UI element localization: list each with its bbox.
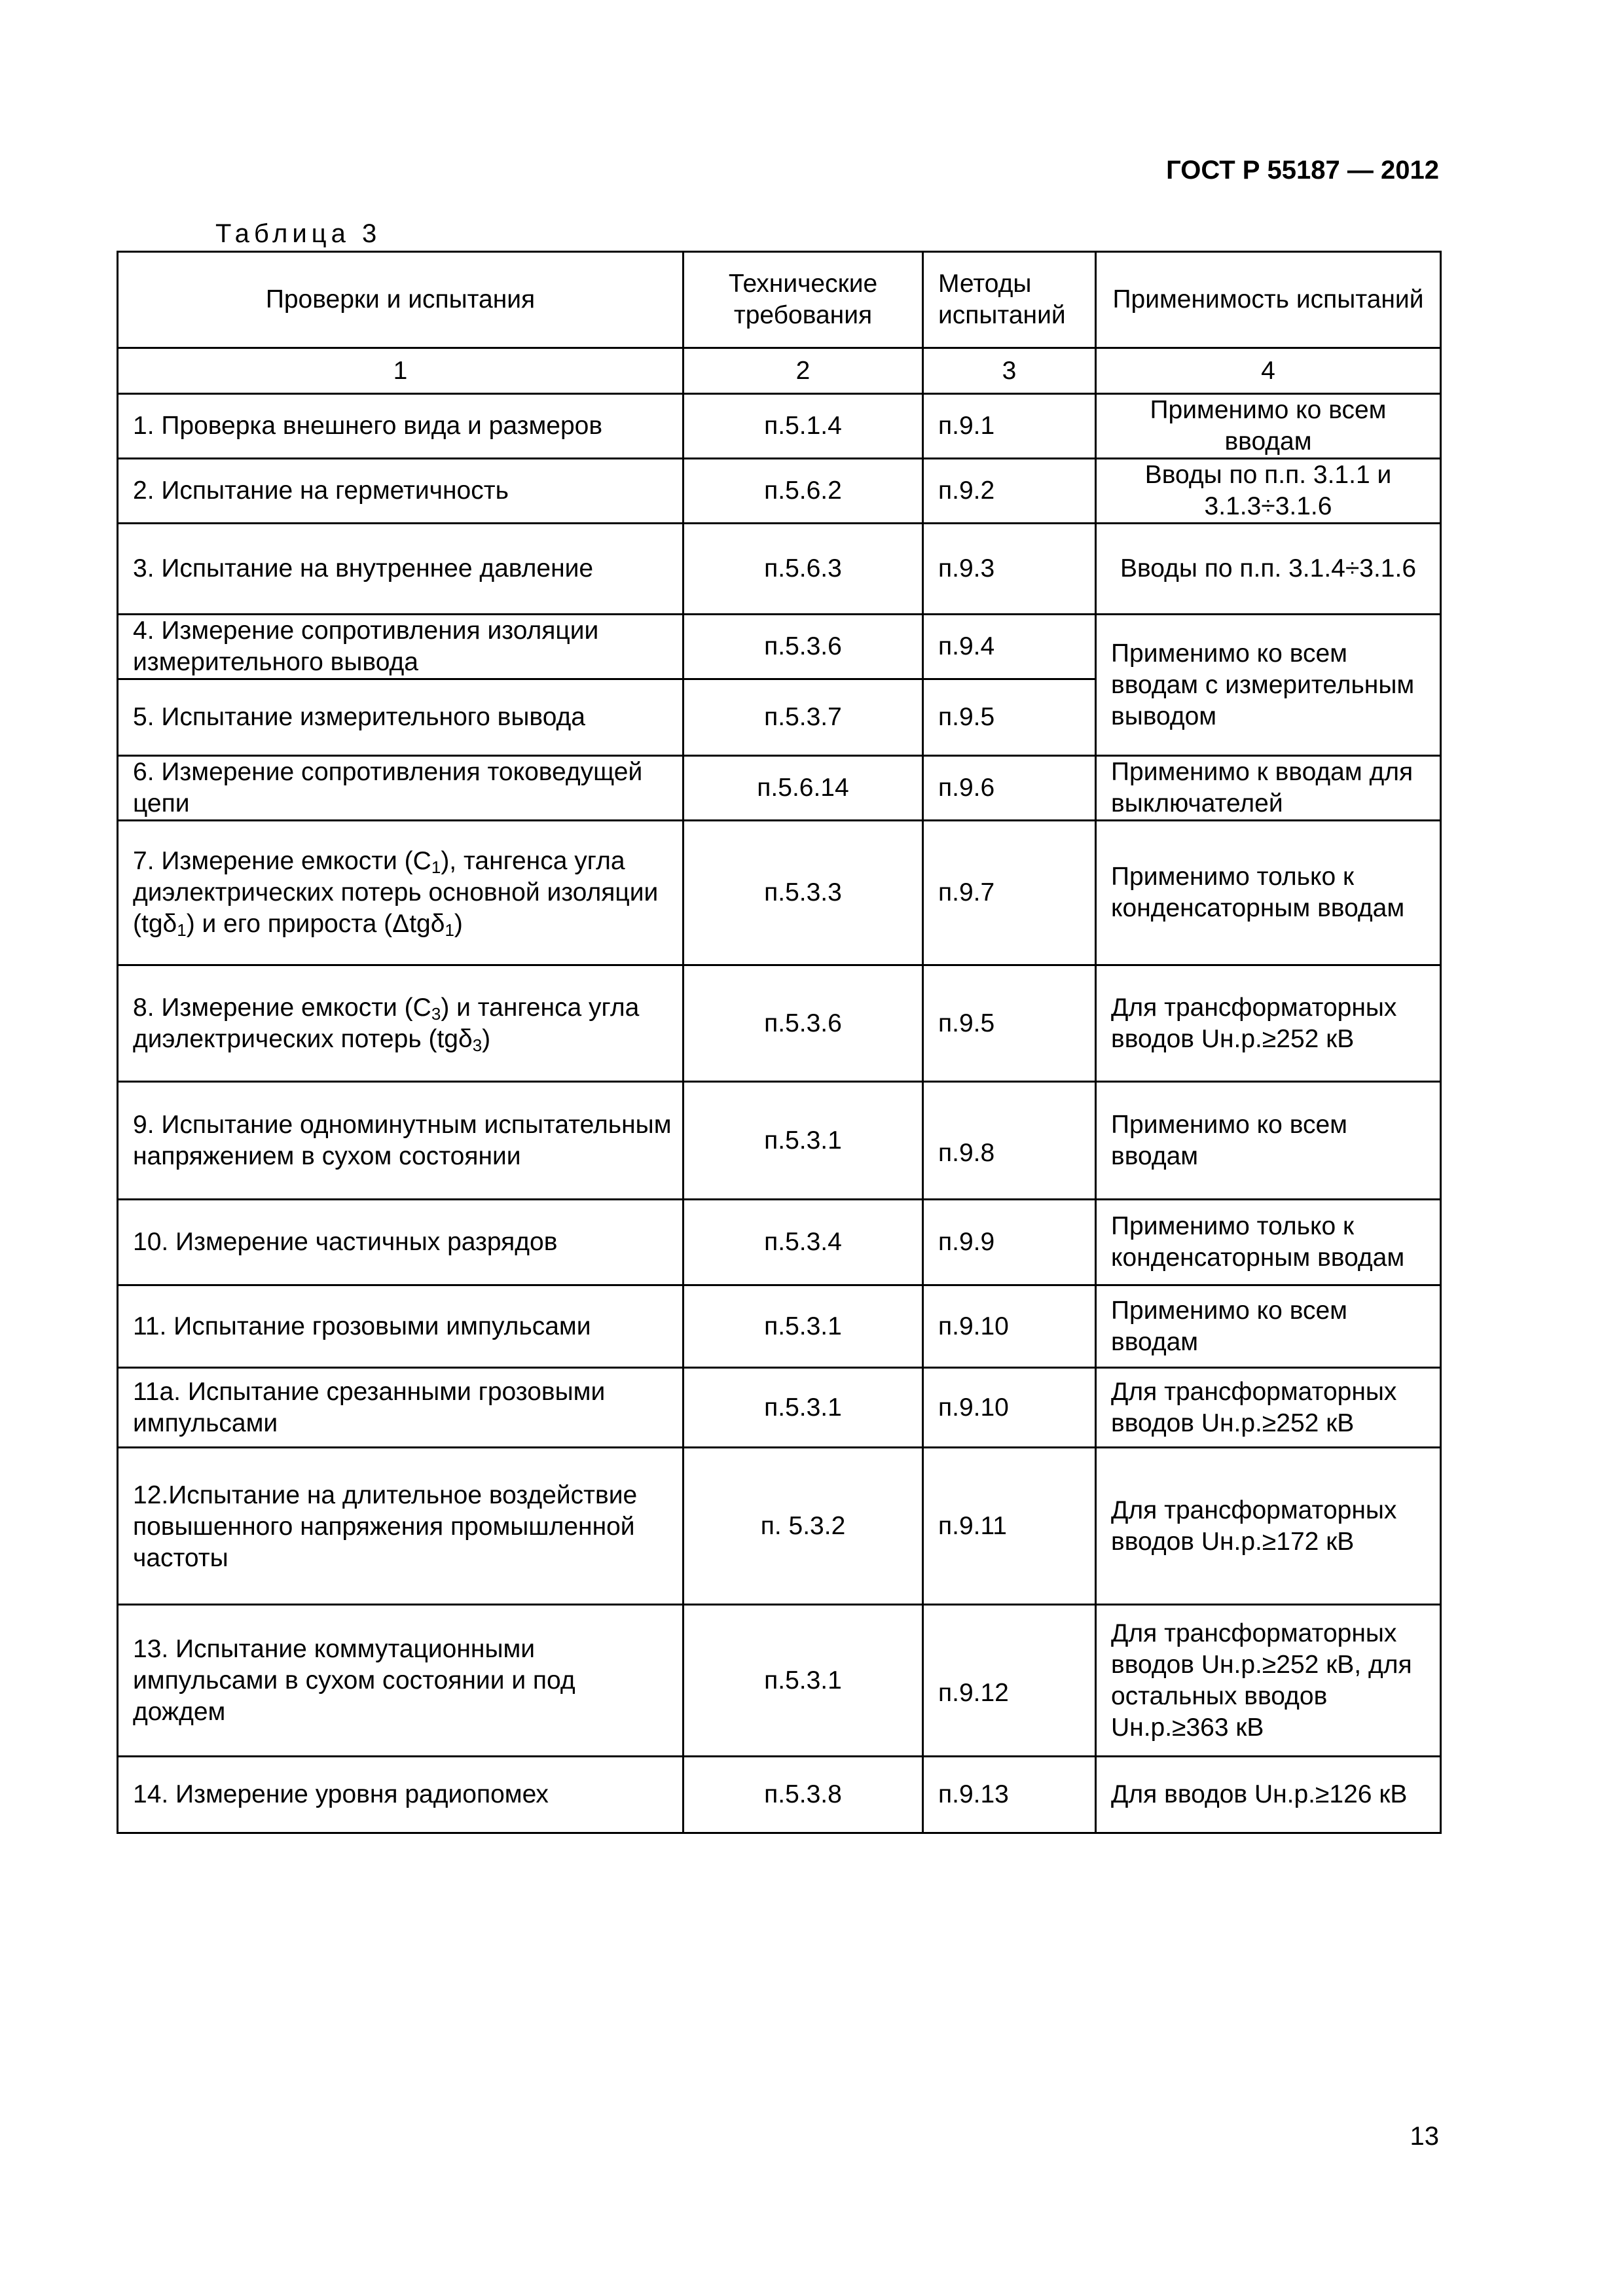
test-name: 11. Испытание грозовыми импульсами xyxy=(118,1285,684,1368)
applicability: Вводы по п.п. 3.1.1 и 3.1.3÷3.1.6 xyxy=(1096,459,1441,524)
test-name: 6. Измерение сопротивления токоведущей цепи xyxy=(118,756,684,821)
column-number: 2 xyxy=(684,348,923,394)
requirement-ref: п.5.3.7 xyxy=(684,679,923,756)
column-header-requirements: Технические требования xyxy=(684,252,923,348)
table-caption: Таблица 3 xyxy=(215,219,382,248)
requirement-ref: п.5.3.1 xyxy=(684,1368,923,1448)
applicability: Для трансформаторных вводов Uн.р.≥252 кВ xyxy=(1096,965,1441,1082)
column-number: 3 xyxy=(923,348,1096,394)
applicability: Вводы по п.п. 3.1.4÷3.1.6 xyxy=(1096,524,1441,615)
table-row xyxy=(118,821,1441,965)
method-ref: п.9.4 xyxy=(923,615,1096,679)
method-ref: п.9.9 xyxy=(923,1200,1096,1285)
method-ref: п.9.1 xyxy=(923,394,1096,459)
table-row xyxy=(118,1605,1441,1757)
header-row xyxy=(118,252,1441,348)
method-ref: п.9.13 xyxy=(923,1757,1096,1833)
column-number: 4 xyxy=(1096,348,1441,394)
applicability: Применимо только к конденсаторным вводам xyxy=(1096,1200,1441,1285)
subscript: 3 xyxy=(472,1035,483,1055)
table-row xyxy=(118,1082,1441,1200)
test-name: 2. Испытание на герметичность xyxy=(118,459,684,524)
document-id: ГОСТ Р 55187 — 2012 xyxy=(1166,156,1439,185)
table-row xyxy=(118,1285,1441,1368)
requirement-ref: п.5.3.6 xyxy=(684,615,923,679)
table-row xyxy=(118,1448,1441,1605)
column-number-row xyxy=(118,348,1441,394)
text-part: 7. Измерение емкости (C xyxy=(133,847,431,875)
text-part: ), тангенса угла диэлектрических потерь основной изоляции (tgδ xyxy=(133,847,659,938)
column-header-tests: Проверки и испытания xyxy=(118,252,684,348)
requirement-ref: п.5.6.14 xyxy=(684,756,923,821)
text-part: ) xyxy=(482,1024,491,1053)
test-name xyxy=(118,821,684,965)
applicability: Применимо только к конденсаторным вводам xyxy=(1096,821,1441,965)
applicability: Для вводов Uн.р.≥126 кВ xyxy=(1096,1757,1441,1833)
test-name xyxy=(118,965,684,1082)
method-ref: п.9.6 xyxy=(923,756,1096,821)
applicability: Применимо ко всем вводам xyxy=(1096,394,1441,459)
test-name: 14. Измерение уровня радиопомех xyxy=(118,1757,684,1833)
table-row xyxy=(118,1368,1441,1448)
text-part: ) xyxy=(454,910,463,938)
requirement-ref: п.5.1.4 xyxy=(684,394,923,459)
method-ref: п.9.3 xyxy=(923,524,1096,615)
test-name: 5. Испытание измерительного вывода xyxy=(118,679,684,756)
test-name: 11а. Испытание срезанными грозовыми импульсами xyxy=(118,1368,684,1448)
test-name: 13. Испытание коммутационными импульсами в сухом состоянии и под дождем xyxy=(118,1605,684,1757)
requirement-ref: п.5.3.1 xyxy=(684,1082,923,1200)
page-number: 13 xyxy=(1410,2122,1439,2151)
subscript: 3 xyxy=(431,1003,441,1024)
method-ref: п.9.7 xyxy=(923,821,1096,965)
table-row xyxy=(118,1200,1441,1285)
method-ref: п.9.10 xyxy=(923,1368,1096,1448)
method-ref: п.9.2 xyxy=(923,459,1096,524)
table-row xyxy=(118,965,1441,1082)
test-name: 3. Испытание на внутреннее давление xyxy=(118,524,684,615)
tests-table xyxy=(117,251,1442,1834)
table-row xyxy=(118,524,1441,615)
subscript: 1 xyxy=(177,920,187,940)
requirement-ref: п.5.3.3 xyxy=(684,821,923,965)
requirement-ref: п.5.6.2 xyxy=(684,459,923,524)
applicability: Применимо ко всем вводам xyxy=(1096,1082,1441,1200)
method-ref: п.9.5 xyxy=(923,679,1096,756)
subscript: 1 xyxy=(431,857,441,877)
table-row xyxy=(118,1757,1441,1833)
table-row xyxy=(118,615,1441,679)
text-part: ) и тангенса угла диэлектрических потерь (tgδ xyxy=(133,993,640,1053)
requirement-ref: п.5.3.1 xyxy=(684,1605,923,1757)
requirement-ref: п.5.6.3 xyxy=(684,524,923,615)
applicability: Применимо ко всем вводам xyxy=(1096,1285,1441,1368)
test-name: 10. Измерение частичных разрядов xyxy=(118,1200,684,1285)
test-name: 4. Измерение сопротивления изоляции измерительного вывода xyxy=(118,615,684,679)
applicability: Для трансформаторных вводов Uн.р.≥252 кВ, для остальных вводов Uн.р.≥363 кВ xyxy=(1096,1605,1441,1757)
applicability: Для трансформаторных вводов Uн.р.≥172 кВ xyxy=(1096,1448,1441,1605)
table-row xyxy=(118,394,1441,459)
requirement-ref: п. 5.3.2 xyxy=(684,1448,923,1605)
requirement-ref: п.5.3.6 xyxy=(684,965,923,1082)
column-number: 1 xyxy=(118,348,684,394)
test-name: 1. Проверка внешнего вида и размеров xyxy=(118,394,684,459)
requirement-ref: п.5.3.1 xyxy=(684,1285,923,1368)
requirement-ref: п.5.3.4 xyxy=(684,1200,923,1285)
table-row xyxy=(118,756,1441,821)
table-row xyxy=(118,459,1441,524)
method-ref: п.9.5 xyxy=(923,965,1096,1082)
subscript: 1 xyxy=(445,920,454,940)
method-ref: п.9.12 xyxy=(923,1605,1096,1757)
text-part: ) и его прироста (Δtgδ xyxy=(186,910,445,938)
column-header-methods: Методы испытаний xyxy=(923,252,1096,348)
applicability: Применимо к вводам для выключателей xyxy=(1096,756,1441,821)
method-ref: п.9.8 xyxy=(923,1082,1096,1200)
test-name: 12.Испытание на длительное воздействие повышенного напряжения промышленной частоты xyxy=(118,1448,684,1605)
applicability: Для трансформаторных вводов Uн.р.≥252 кВ xyxy=(1096,1368,1441,1448)
column-header-applicability: Применимость испытаний xyxy=(1096,252,1441,348)
text-part: 8. Измерение емкости (C xyxy=(133,993,431,1022)
method-ref: п.9.10 xyxy=(923,1285,1096,1368)
test-name: 9. Испытание одноминутным испытательным напряжением в сухом состоянии xyxy=(118,1082,684,1200)
requirement-ref: п.5.3.8 xyxy=(684,1757,923,1833)
applicability: Применимо ко всем вводам с измерительным выводом xyxy=(1096,615,1441,756)
method-ref: п.9.11 xyxy=(923,1448,1096,1605)
